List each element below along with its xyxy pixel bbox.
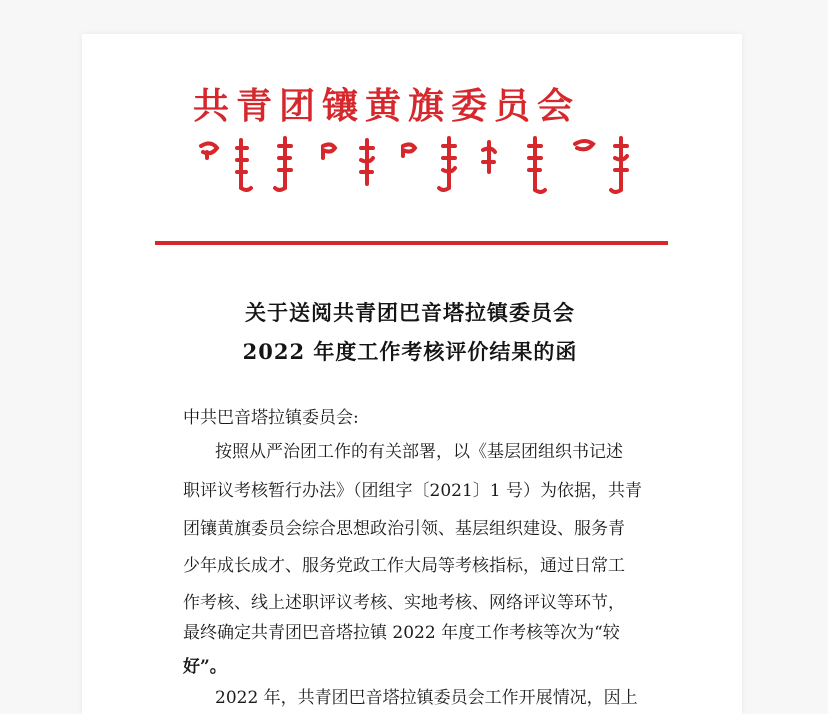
letterhead-org-name: 共青团镶黄旗委员会 xyxy=(193,85,581,127)
paragraph1-line: 作考核、线上述职评议考核、实地考核、网络评议等环节， xyxy=(183,593,625,613)
paragraph1-line: 少年成长成才、服务党政工作大局等考核指标，通过日常工 xyxy=(183,556,625,576)
document-title-line2: 2022 年度工作考核评价结果的函 xyxy=(242,339,578,364)
mongolian-script-letterhead xyxy=(193,132,638,198)
salutation: 中共巴音塔拉镇委员会: xyxy=(183,408,359,428)
paragraph1-line: 按照从严治团工作的有关部署，以《基层团组织书记述 xyxy=(215,442,623,462)
letterhead-divider xyxy=(155,241,668,245)
document-title-line1: 关于送阅共青团巴音塔拉镇委员会 xyxy=(245,300,575,325)
paragraph1-line: 好”。 xyxy=(183,657,227,677)
paragraph1-line: 团镶黄旗委员会综合思想政治引领、基层组织建设、服务青 xyxy=(183,519,625,539)
paragraph1-line: 职评议考核暂行办法》（团组字〔2021〕1 号）为依据，共青 xyxy=(183,481,642,501)
paragraph1-line: 最终确定共青团巴音塔拉镇 2022 年度工作考核等次为“较 xyxy=(183,623,620,643)
paragraph2-line-partial: 2022 年，共青团巴音塔拉镇委员会工作开展情况，因上 xyxy=(215,688,638,708)
